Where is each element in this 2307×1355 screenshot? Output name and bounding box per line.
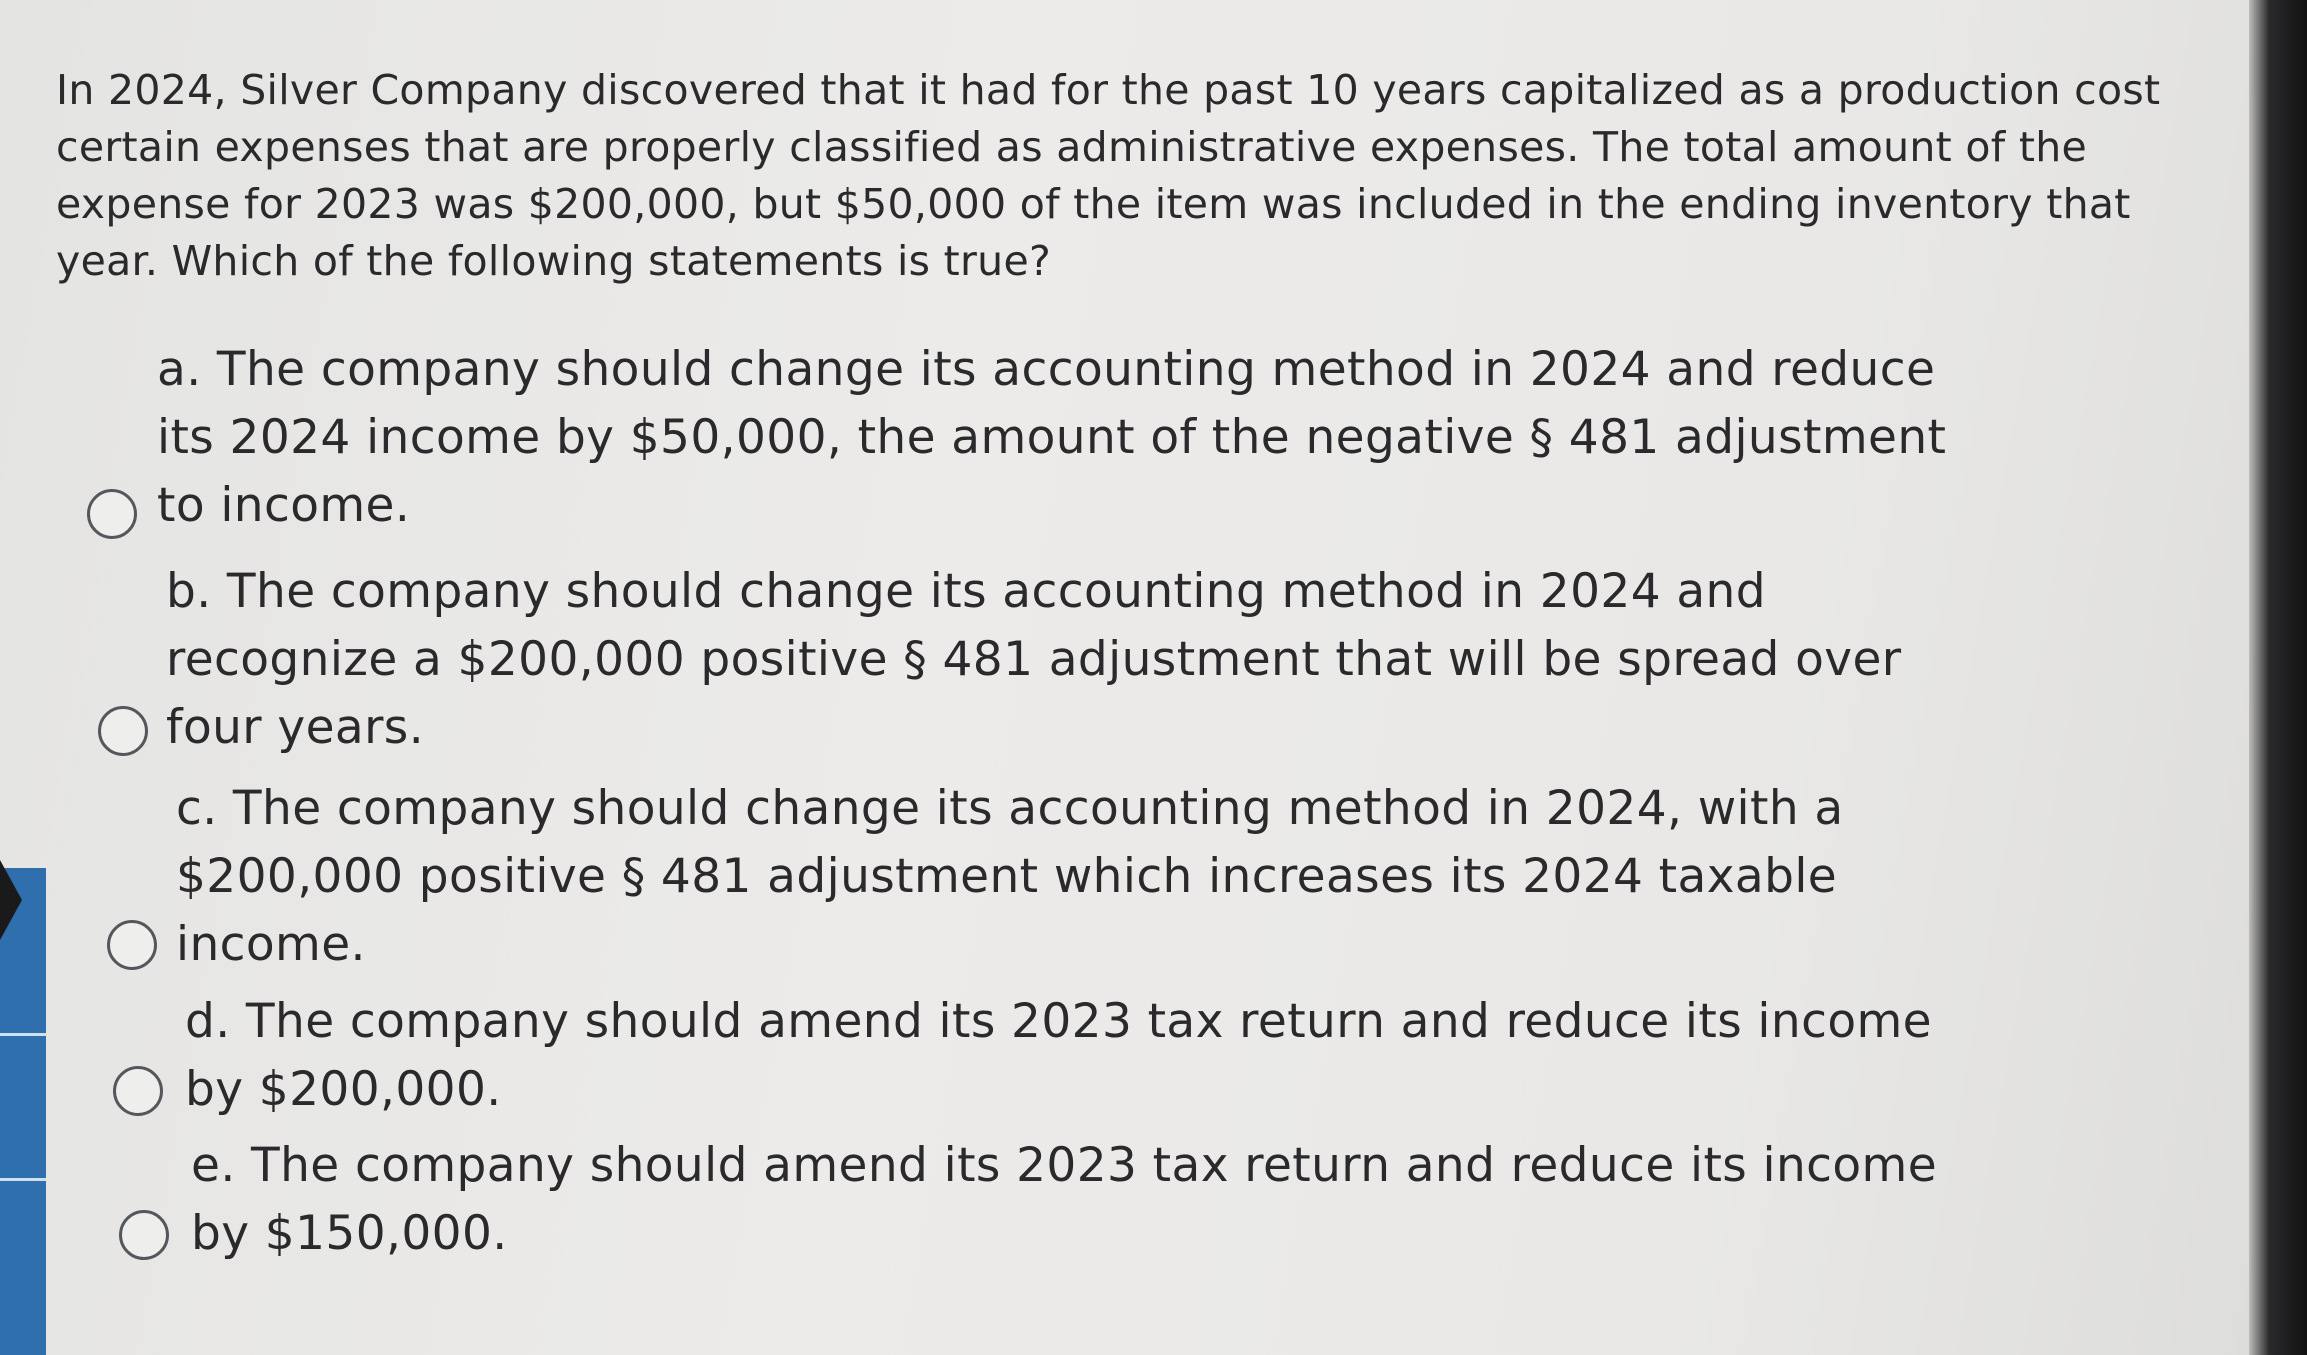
divider <box>0 1033 46 1036</box>
option-line: four years. <box>166 700 425 755</box>
question-line: year. Which of the following statements is true? <box>56 237 1052 285</box>
option-line: $200,000 positive § 481 adjustment which increases its 2024 taxable <box>176 849 1838 904</box>
divider <box>0 1178 46 1181</box>
question-line: certain expenses that are properly classified as administrative expenses. The total amount of the <box>56 123 2088 171</box>
option-e-radio[interactable] <box>119 1210 169 1260</box>
collapse-arrow-icon[interactable] <box>0 860 22 940</box>
option-line: income. <box>176 917 366 972</box>
option-d-radio[interactable] <box>113 1066 163 1116</box>
option-b-radio[interactable] <box>98 706 148 756</box>
option-line: c. The company should change its accounting method in 2024, with a <box>176 781 1844 836</box>
option-line: a. The company should change its accounting method in 2024 and reduce <box>157 342 1936 397</box>
question-line: expense for 2023 was $200,000, but $50,000 of the item was included in the ending inventory that <box>56 180 2131 228</box>
option-c[interactable] <box>176 775 1844 979</box>
option-a[interactable] <box>157 336 1946 540</box>
question-text <box>56 62 2236 290</box>
option-b[interactable] <box>166 558 1902 762</box>
option-line: by $150,000. <box>191 1206 508 1261</box>
question-line: In 2024, Silver Company discovered that it had for the past 10 years capitalized as a production cost <box>56 66 2161 114</box>
option-line: to income. <box>157 478 411 533</box>
option-line: e. The company should amend its 2023 tax return and reduce its income <box>191 1138 1938 1193</box>
option-a-radio[interactable] <box>87 489 137 539</box>
option-line: by $200,000. <box>185 1062 502 1117</box>
option-c-radio[interactable] <box>107 920 157 970</box>
option-line: b. The company should change its accounting method in 2024 and <box>166 564 1766 619</box>
option-line: d. The company should amend its 2023 tax return and reduce its income <box>185 994 1932 1049</box>
option-line: recognize a $200,000 positive § 481 adjustment that will be spread over <box>166 632 1902 687</box>
left-sidebar-strip <box>0 868 46 1355</box>
option-line: its 2024 income by $50,000, the amount of the negative § 481 adjustment <box>157 410 1947 465</box>
option-d[interactable] <box>185 988 1932 1124</box>
screen-bezel-edge <box>2249 0 2307 1355</box>
option-e[interactable] <box>191 1132 1937 1268</box>
